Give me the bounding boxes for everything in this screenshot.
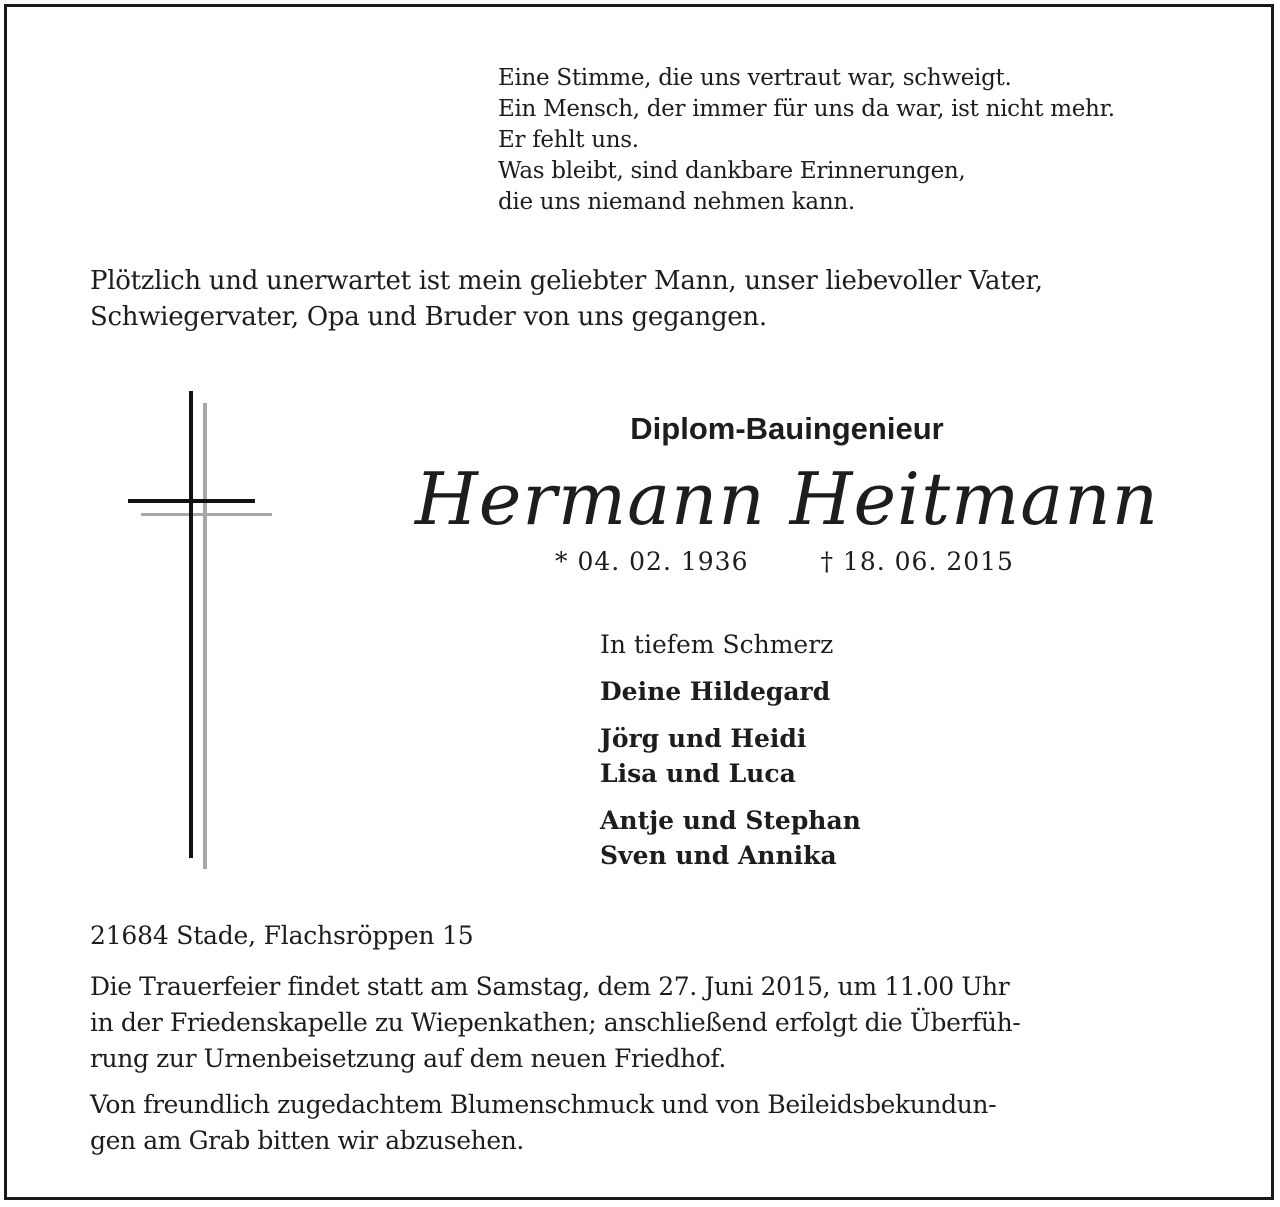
mourner-name: Lisa und Luca <box>600 759 796 788</box>
request-line: gen am Grab bitten wir abzusehen. <box>90 1126 524 1155</box>
deceased-name: Hermann Heitmann <box>415 457 1159 541</box>
cross-icon <box>127 387 277 877</box>
funeral-line: rung zur Urnenbeisetzung auf dem neuen Friedhof. <box>90 1044 726 1073</box>
mourner-name: Jörg und Heidi <box>600 724 807 753</box>
mourner-group <box>600 803 861 873</box>
funeral-notice <box>90 969 1020 1077</box>
poem-line: Eine Stimme, die uns vertraut war, schweigt. <box>498 65 1012 91</box>
mourner-name: Antje und Stephan <box>600 806 861 835</box>
birth-date: * 04. 02. 1936 <box>555 547 749 576</box>
cross-vertical <box>189 391 193 858</box>
cross-horizontal <box>128 499 255 503</box>
intro-line: Schwiegervater, Opa und Bruder von uns gegangen. <box>90 302 767 332</box>
death-date: † 18. 06. 2015 <box>820 547 1014 576</box>
condolence-request <box>90 1087 996 1159</box>
life-dates <box>555 547 1014 576</box>
poem-line: Was bleibt, sind dankbare Erinnerungen, <box>498 158 966 184</box>
mourner-group <box>600 721 861 791</box>
poem <box>498 63 1115 218</box>
poem-line: Ein Mensch, der immer für uns da war, ist nicht mehr. <box>498 96 1115 122</box>
intro-line: Plötzlich und unerwartet ist mein geliebter Mann, unser liebevoller Vater, <box>90 266 1043 296</box>
request-line: Von freundlich zugedachtem Blumenschmuck und von Beileidsbekundun- <box>90 1090 997 1119</box>
mourner-group <box>600 674 861 709</box>
deceased-title: Diplom-Bauingenieur <box>630 411 944 446</box>
mourner-name: Deine Hildegard <box>600 677 831 706</box>
funeral-line: in der Friedenskapelle zu Wiepenkathen; anschließend erfolgt die Überfüh- <box>90 1008 1021 1037</box>
obituary-frame <box>4 4 1274 1200</box>
cross-shadow-horizontal <box>141 513 272 516</box>
mourner-name: Sven und Annika <box>600 841 837 870</box>
poem-line: die uns niemand nehmen kann. <box>498 189 855 215</box>
intro-text <box>90 263 1043 335</box>
funeral-line: Die Trauerfeier findet statt am Samstag, dem 27. Juni 2015, um 11.00 Uhr <box>90 972 1010 1001</box>
mourners <box>600 627 861 873</box>
mourners-heading: In tiefem Schmerz <box>600 630 834 659</box>
poem-line: Er fehlt uns. <box>498 127 639 153</box>
address: 21684 Stade, Flachsröppen 15 <box>90 921 474 950</box>
cross-shadow-vertical <box>203 403 207 869</box>
